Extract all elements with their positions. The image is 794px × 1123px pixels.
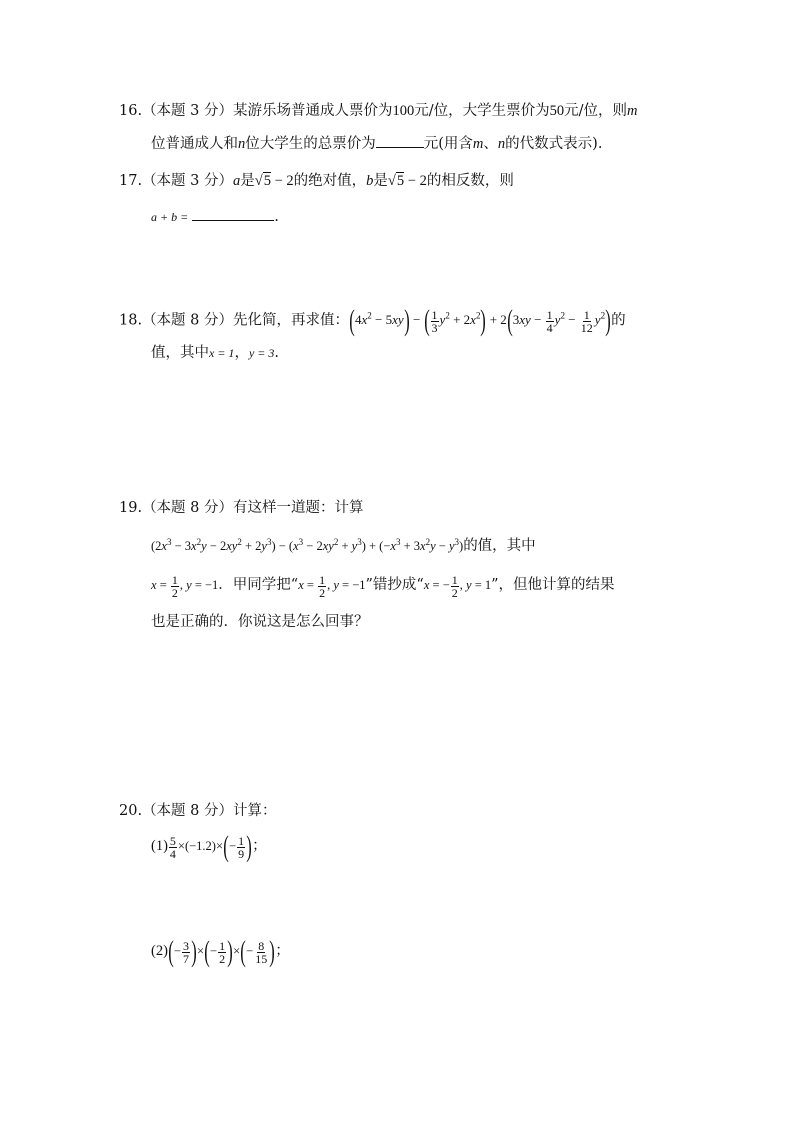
question-16-text: 某游乐场普通成人票价为 (233, 103, 393, 119)
question-17-text: 的相反数，则 (426, 173, 514, 189)
variable-n: n (238, 136, 246, 152)
variable-m: m (472, 136, 484, 152)
condition-values: x = $\frac{1}{2}$ , y = −1 (151, 572, 219, 600)
question-19-text: 也是正确的．你说这是怎么回事？ (151, 614, 369, 630)
question-18-text: 的 (611, 312, 626, 329)
question-17-text: 的绝对值， (293, 173, 367, 189)
sqrt-expression: √5 − 2 (254, 173, 294, 189)
question-19-text: ”，但他计算的结果 (491, 577, 615, 593)
question-16-text: 位大学生的总票价为 (245, 136, 376, 152)
answer-blank[interactable] (192, 206, 274, 221)
part-1-expression: $\frac{5}{4}$ ×(−1.2)×(− $\frac{1}{9}$ ) (169, 830, 252, 864)
question-16-line-1 (119, 100, 638, 122)
question-19-text: ”错抄成“ (365, 577, 424, 593)
semicolon: ； (275, 943, 290, 959)
question-19-text: 有这样一道题：计算 (233, 500, 364, 516)
question-16-number: 16. (119, 103, 143, 119)
part-1-label: (1) (151, 838, 168, 854)
polynomial-expression: $(2x^3 - 3x^2y - 2xy^2 + 2y^3) - (x^3 - 2xy^2 + y^3) + (-x^3 + 3x^2y - y^3)$ (151, 537, 464, 554)
expression-a-plus-b: a + b = (151, 210, 189, 224)
answer-blank[interactable] (376, 133, 424, 148)
comma: ， (234, 345, 249, 361)
question-16-text: 位普通成人和 (151, 136, 238, 152)
question-16-text: 元/位，则 (564, 103, 628, 119)
question-16-line-2 (151, 133, 602, 155)
semicolon: ； (252, 838, 267, 854)
question-19-line-2 (151, 531, 536, 557)
question-18-line-2 (151, 342, 279, 364)
variable-a: a (233, 173, 241, 189)
question-19-score: （本题 8 分） (142, 500, 234, 516)
question-18-line-1 (119, 302, 626, 336)
question-16-text: 元/位，大学生票价为 (414, 103, 550, 119)
question-18-text: 值，其中 (151, 345, 209, 361)
part-2-label: (2) (151, 943, 168, 959)
condition-values-correct: x = $\frac{1}{2}$ , y = −1 (298, 572, 366, 600)
question-18-number: 18. (119, 312, 143, 329)
question-16-text: 元(用含 (423, 136, 473, 152)
question-19-text: ．甲同学把“ (218, 577, 299, 593)
question-17-line-1 (119, 170, 514, 192)
question-17-score: （本题 3 分） (142, 173, 234, 189)
question-19-line-4 (151, 611, 369, 633)
period: . (274, 209, 279, 225)
variable-m: m (627, 103, 638, 119)
question-19-text: 的值，其中 (463, 538, 536, 555)
question-20-score: （本题 8 分） (142, 803, 234, 819)
question-16-text: 的代数式表示). (505, 136, 603, 152)
question-17-text: 是 (240, 173, 255, 189)
question-20-part-1 (151, 828, 267, 864)
question-16-score: （本题 3 分） (142, 103, 234, 119)
question-17-line-2 (151, 206, 279, 228)
question-17-text: 是 (373, 173, 388, 189)
period: . (274, 345, 279, 361)
condition-y: y = 3 (248, 346, 275, 360)
question-18-score: （本题 8 分） (142, 312, 234, 329)
variable-b: b (366, 173, 374, 189)
part-2-expression: (− $\frac{3}{7}$ )×(− $\frac{1}{2}$ )×(− $\frac{8}{15}$ ) (168, 935, 275, 969)
question-19-line-1 (119, 497, 364, 519)
sqrt-expression: √5 − 2 (387, 173, 427, 189)
question-20-line-1 (119, 800, 277, 822)
question-20-number: 20. (119, 803, 143, 819)
variable-n: n (497, 136, 506, 152)
question-19-number: 19. (119, 500, 143, 516)
question-18-text: 先化简，再求值： (233, 312, 350, 329)
question-16-text: 、 (483, 136, 498, 152)
question-19-line-3 (151, 570, 615, 600)
question-20-text: 计算： (233, 803, 277, 819)
simplify-expression: $(4x^2 - 5xy)$ − ( $\frac{1}{3}$ $y^2 + 2x^2) + 2(3xy$ − $\frac{1}{4}$ $y^2$ − $\frac{1}{12}$ $y^2$) (349, 304, 611, 338)
question-17-number: 17. (119, 173, 143, 189)
adult-price: 100 (392, 103, 415, 119)
condition-values-copied: x = − $\frac{1}{2}$ , y = 1 (423, 572, 492, 600)
student-price: 50 (549, 103, 565, 119)
question-20-part-2 (151, 933, 290, 969)
condition-x: x = 1 (209, 346, 235, 360)
